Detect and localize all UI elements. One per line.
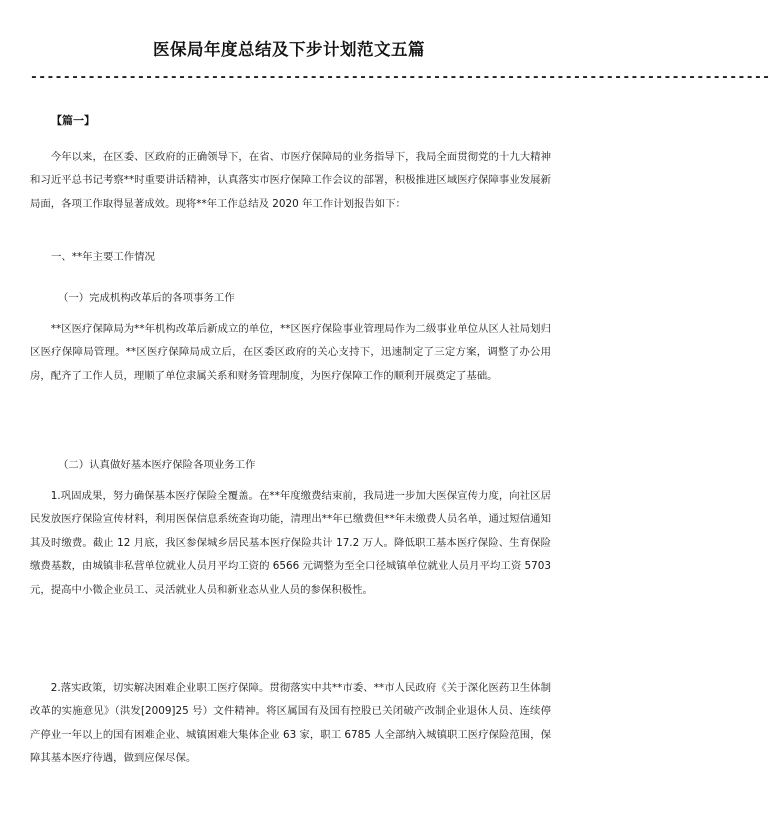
section-tag: 【篇一】: [51, 114, 95, 127]
document-title: 医保局年度总结及下步计划范文五篇: [153, 40, 425, 59]
heading-subsection-2: （二）认真做好基本医疗保险各项业务工作: [58, 459, 256, 471]
paragraph-policy: 2.落实政策，切实解决困难企业职工医疗保障。贯彻落实中共**市委、**市人民政府《关于深化医药卫生体制改革的实施意见》（洪发[2009]25 号）文件精神。将区属国有及国有控股已关闭破产改制企业退休人员、连续停产停业一年以上的国有困难企业、城镇困难大集体企业 63 家，职工 6785 人全部纳入城镇职工医疗保险范围，保障其基本医疗待遇，做到应保尽保。: [30, 682, 551, 765]
divider-line: ------------------------------------------------------------------------------------------: [30, 70, 770, 85]
heading-subsection-1: （一）完成机构改革后的各项事务工作: [58, 292, 235, 304]
paragraph-institution: **区医疗保障局为**年机构改革后新成立的单位，**区医疗保险事业管理局作为二级事业单位从区人社局划归区医疗保障局管理。**区医疗保障局成立后，在区委区政府的关心支持下，迅速制定了三定方案，调整了办公用房，配齐了工作人员，理顺了单位隶属关系和财务管理制度，为医疗保障工作的顺利开展奠定了基础。: [30, 323, 551, 382]
heading-main-work: 一、**年主要工作情况: [51, 251, 155, 263]
paragraph-intro: 今年以来，在区委、区政府的正确领导下，在省、市医疗保障局的业务指导下，我局全面贯彻党的十九大精神和习近平总书记考察**时重要讲话精神，认真落实市医疗保障工作会议的部署，积极推进区域医疗保障事业发展新局面，各项工作取得显著成效。现将**年工作总结及 2020 年工作计划报告如下：: [30, 151, 551, 210]
paragraph-coverage: 1.巩固成果，努力确保基本医疗保险全覆盖。在**年度缴费结束前，我局进一步加大医保宣传力度，向社区居民发放医疗保险宣传材料，利用医保信息系统查询功能，清理出**年已缴费但**年未缴费人员名单，通过短信通知其及时缴费。截止 12 月底，我区参保城乡居民基本医疗保险共计 17.2 万人。降低职工基本医疗保险、生育保险缴费基数，由城镇非私营单位就业人员月平均工资的 6566 元调整为至全口径城镇单位就业人员月平均工资 5703 元，提高中小微企业员工、灵活就业人员和新业态从业人员的参保积极性。: [30, 490, 551, 596]
